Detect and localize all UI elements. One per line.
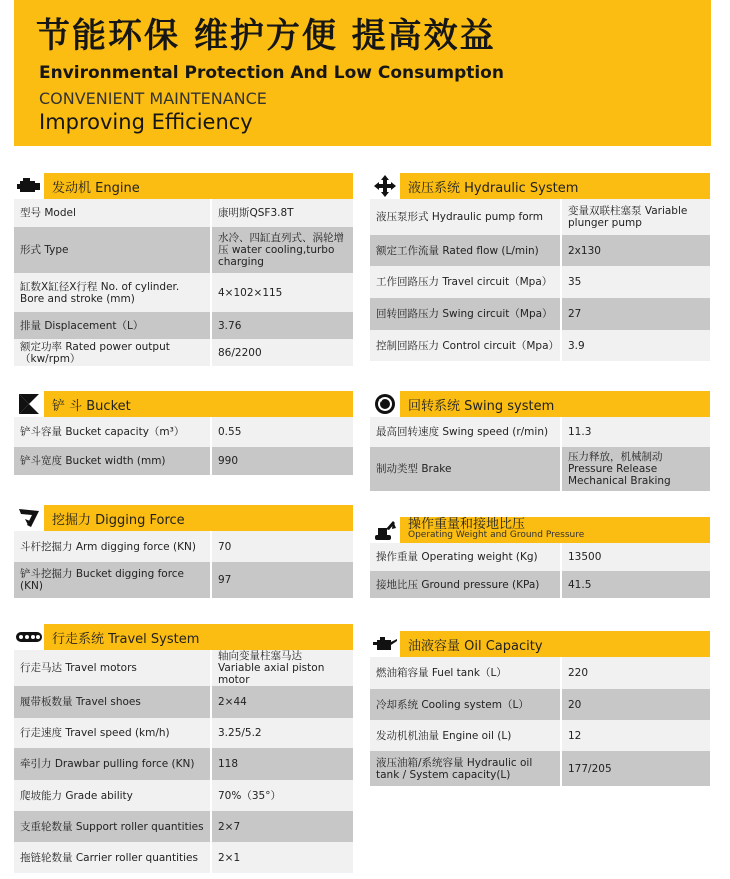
- spec-label: 制动类型 Brake: [376, 463, 452, 475]
- table-row: [370, 447, 710, 491]
- spec-label: 操作重量 Operating weight (Kg): [376, 551, 538, 563]
- table-row: [14, 748, 353, 780]
- swing-header: [370, 391, 710, 417]
- spec-label: 铲斗容量 Bucket capacity（m³）: [20, 426, 185, 438]
- table-row: [14, 811, 353, 842]
- table-row: [14, 842, 353, 873]
- engine-section: [14, 173, 353, 366]
- spec-label: 工作回路压力 Travel circuit（Mpa）: [376, 276, 553, 288]
- weight-title: 操作重量和接地比压: [408, 517, 526, 532]
- crawler-track-icon: [14, 624, 44, 650]
- table-row: [14, 562, 353, 598]
- spec-label: 行走速度 Travel speed (km/h): [20, 727, 170, 739]
- swing-table: [370, 417, 710, 491]
- spec-label: 缸数X缸径X行程 No. of cylinder. Bore and stroke (mm): [20, 280, 180, 305]
- spec-label: 额定工作流量 Rated flow (L/min): [376, 244, 539, 257]
- oil-table: [370, 657, 710, 786]
- weight-table: [370, 543, 710, 598]
- spec-label: 发动机机油量 Engine oil (L): [376, 729, 512, 742]
- spec-value: 2×7: [211, 811, 353, 842]
- table-row: [14, 339, 353, 366]
- table-row: [370, 751, 710, 786]
- table-row: [14, 227, 353, 273]
- spec-label: 冷却系统 Cooling system（L）: [376, 698, 529, 711]
- spec-label: 形式 Type: [20, 244, 69, 256]
- spec-value: 轴向变量柱塞马达 Variable axial piston motor: [211, 650, 353, 686]
- engine-header: [14, 173, 353, 199]
- spec-label: 排量 Displacement（L）: [20, 319, 144, 332]
- table-row: [370, 298, 710, 330]
- swing-title: 回转系统 Swing system: [408, 398, 555, 414]
- spec-value: 27: [561, 298, 710, 330]
- spec-label: 型号 Model: [20, 207, 76, 219]
- spec-label: 行走马达 Travel motors: [20, 662, 137, 674]
- spec-value: 2x130: [561, 235, 710, 266]
- table-row: [370, 543, 710, 571]
- travel-header: [14, 624, 353, 650]
- spec-label: 最高回转速度 Swing speed (r/min): [376, 426, 549, 438]
- spec-label: 燃油箱容量 Fuel tank（L）: [376, 667, 507, 679]
- spec-value: 水冷、四缸直列式、涡轮增压 water cooling,turbo charging: [211, 227, 353, 273]
- table-row: [370, 720, 710, 751]
- spec-value: 86/2200: [211, 339, 353, 366]
- table-row: [370, 199, 710, 235]
- weight-subtitle: Operating Weight and Ground Pressure: [408, 530, 585, 540]
- bucket-section: [14, 391, 353, 475]
- spec-value: 2×1: [211, 842, 353, 873]
- hydraulic-cross-icon: [370, 173, 400, 199]
- spec-label: 回转回路压力 Swing circuit（Mpa）: [376, 308, 553, 320]
- hero-line-1: Environmental Protection And Low Consumption: [39, 63, 504, 83]
- table-row: [370, 689, 710, 720]
- spec-label: 拖链轮数量 Carrier roller quantities: [20, 851, 198, 864]
- table-row: [14, 312, 353, 339]
- spec-value: 13500: [561, 543, 710, 571]
- spec-label: 接地比压 Ground pressure (KPa): [376, 578, 540, 591]
- hydraulic-section: [370, 173, 710, 361]
- engine-table: [14, 199, 353, 366]
- table-row: [14, 780, 353, 811]
- digging-section: [14, 505, 353, 598]
- spec-value: 康明斯QSF3.8T: [211, 199, 353, 227]
- spec-value: 97: [211, 562, 353, 598]
- table-row: [370, 330, 710, 361]
- table-row: [370, 235, 710, 266]
- spec-value: 压力释放，机械制动 Pressure Release Mechanical Braking: [561, 447, 710, 491]
- oil-section: [370, 631, 710, 786]
- spec-label: 斗杆挖掘力 Arm digging force (KN): [20, 540, 196, 553]
- hydraulic-header: [370, 173, 710, 199]
- table-row: [370, 571, 710, 598]
- weight-section: [370, 517, 710, 598]
- table-row: [14, 417, 353, 447]
- digging-header: [14, 505, 353, 531]
- spec-label: 液压泵形式 Hydraulic pump form: [376, 211, 543, 223]
- bucket-header: [14, 391, 353, 417]
- spec-label: 铲斗宽度 Bucket width (mm): [20, 455, 166, 467]
- spec-value: 11.3: [561, 417, 710, 447]
- table-row: [14, 686, 353, 718]
- digging-arm-icon: [14, 505, 44, 531]
- spec-value: 70%（35°）: [211, 780, 353, 811]
- oil-can-icon: [370, 631, 400, 657]
- spec-value: 220: [561, 657, 710, 689]
- spec-value: 41.5: [561, 571, 710, 598]
- hero-cn-title: 节能环保 维护方便 提高效益: [36, 16, 496, 56]
- spec-value: 177/205: [561, 751, 710, 786]
- weight-title-group: [408, 519, 584, 541]
- swing-rotate-icon: [370, 391, 400, 417]
- spec-label: 控制回路压力 Control circuit（Mpa）: [376, 339, 560, 352]
- hydraulic-table: [370, 199, 710, 361]
- table-row: [14, 199, 353, 227]
- spec-value: 3.76: [211, 312, 353, 339]
- spec-value: 12: [561, 720, 710, 751]
- spec-value: 2×44: [211, 686, 353, 718]
- bucket-table: [14, 417, 353, 475]
- spec-value: 3.25/5.2: [211, 718, 353, 748]
- spec-value: 20: [561, 689, 710, 720]
- spec-value: 990: [211, 447, 353, 475]
- excavator-icon: [370, 517, 400, 543]
- oil-title: 油液容量 Oil Capacity: [408, 638, 543, 654]
- spec-value: 变量双联柱塞泵 Variable plunger pump: [561, 199, 710, 235]
- table-row: [14, 447, 353, 475]
- spec-label: 铲斗挖掘力 Bucket digging force (KN): [20, 568, 185, 592]
- digging-table: [14, 531, 353, 598]
- spec-value: 70: [211, 531, 353, 562]
- spec-label: 履带板数量 Travel shoes: [20, 696, 141, 708]
- spec-value: 3.9: [561, 330, 710, 361]
- hero-line-2: CONVENIENT MAINTENANCE: [39, 89, 267, 108]
- spec-label: 牵引力 Drawbar pulling force (KN): [20, 758, 195, 770]
- bucket-icon: [14, 391, 44, 417]
- spec-value: 4×102×115: [211, 273, 353, 312]
- hero-line-3: Improving Efficiency: [39, 110, 253, 134]
- spec-value: 118: [211, 748, 353, 780]
- weight-header: [370, 517, 710, 543]
- spec-label: 爬坡能力 Grade ability: [20, 789, 133, 802]
- table-row: [14, 650, 353, 686]
- travel-section: [14, 624, 353, 873]
- table-row: [370, 657, 710, 689]
- oil-header: [370, 631, 710, 657]
- table-row: [14, 273, 353, 312]
- spec-value: 35: [561, 266, 710, 298]
- travel-title: 行走系统 Travel System: [52, 631, 200, 647]
- table-row: [370, 417, 710, 447]
- spec-label: 额定功率 Rated power output（kw/rpm）: [20, 340, 170, 365]
- travel-table: [14, 650, 353, 873]
- hero-banner: [14, 0, 711, 146]
- table-row: [370, 266, 710, 298]
- spec-label: 液压油箱/系统容量 Hydraulic oil tank / System capacity(L): [376, 756, 533, 781]
- table-row: [14, 718, 353, 748]
- hydraulic-title: 液压系统 Hydraulic System: [408, 180, 579, 196]
- spec-label: 支重轮数量 Support roller quantities: [20, 820, 204, 833]
- engine-title: 发动机 Engine: [52, 180, 140, 196]
- bucket-title: 铲 斗 Bucket: [52, 398, 131, 414]
- spec-value: 0.55: [211, 417, 353, 447]
- digging-title: 挖掘力 Digging Force: [52, 512, 185, 528]
- table-row: [14, 531, 353, 562]
- swing-section: [370, 391, 710, 491]
- engine-icon: [14, 173, 44, 199]
